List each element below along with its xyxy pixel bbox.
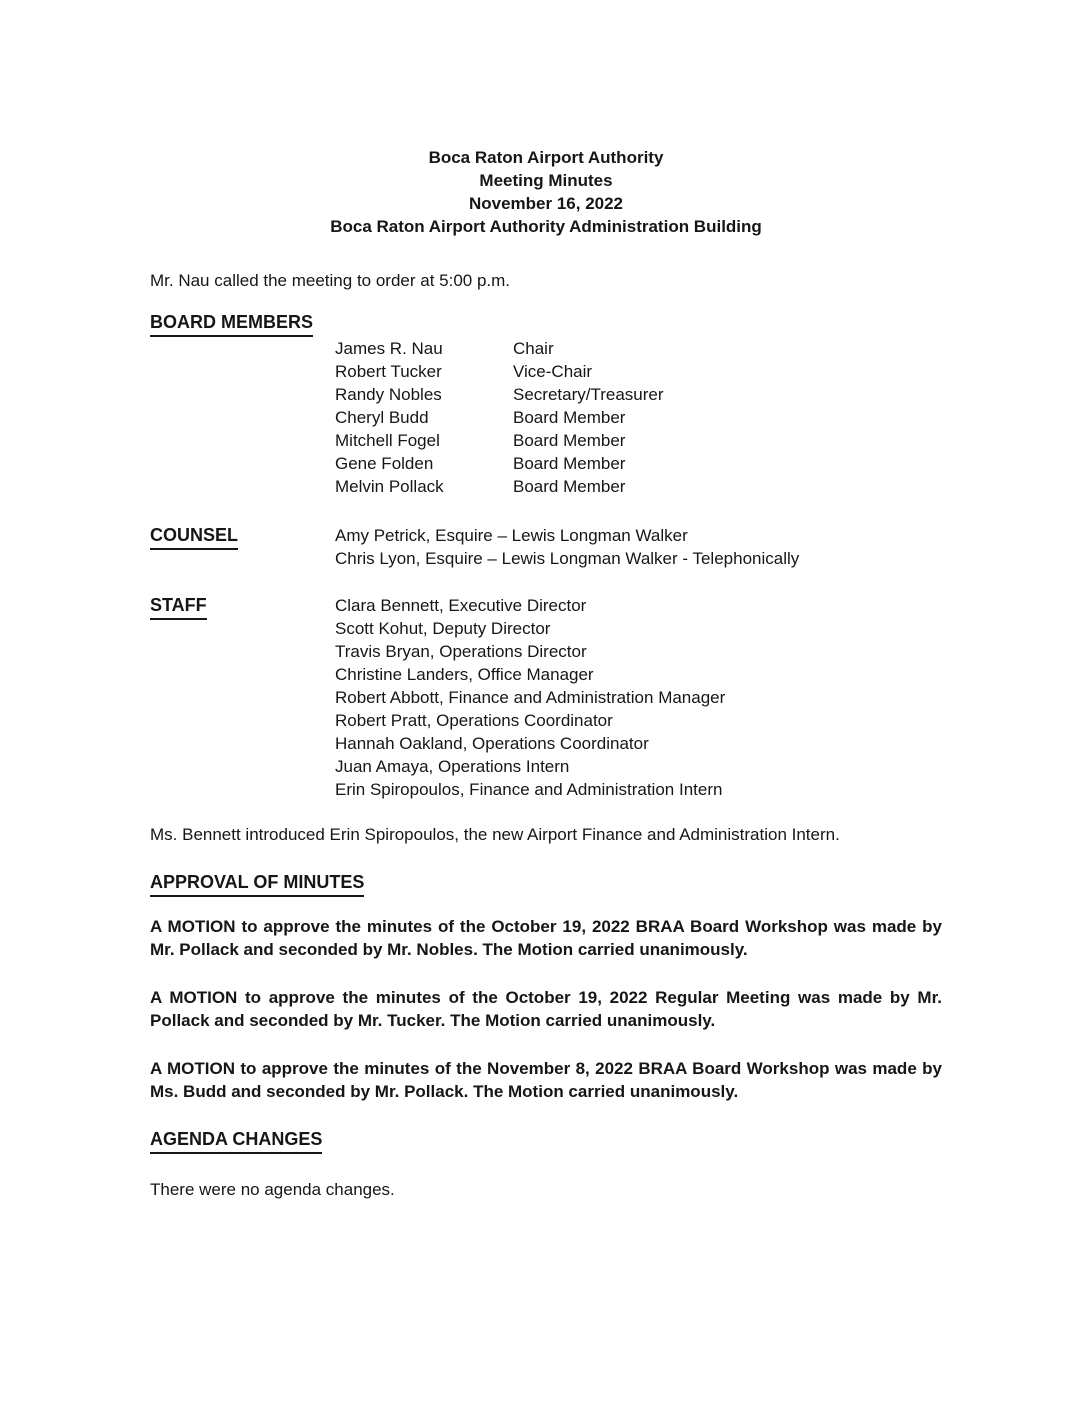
counsel-section	[150, 524, 942, 570]
board-member-row	[150, 429, 942, 452]
member-role: Board Member	[513, 477, 626, 496]
member-name: Cheryl Budd	[335, 408, 429, 427]
agenda-changes-heading: AGENDA CHANGES	[150, 1128, 942, 1154]
counsel-heading: COUNSEL	[150, 524, 335, 550]
board-member-row	[150, 452, 942, 475]
staff-line: Robert Abbott, Finance and Administration Manager	[335, 688, 726, 707]
member-role: Secretary/Treasurer	[513, 385, 664, 404]
staff-line: Erin Spiropoulos, Finance and Administration Intern	[335, 780, 723, 799]
counsel-line: Amy Petrick, Esquire – Lewis Longman Walker	[335, 526, 688, 545]
motion-paragraph: A MOTION to approve the minutes of the October 19, 2022 Regular Meeting was made by Mr. Pollack and seconded by Mr. Tucker. The Motion carried unanimously.	[150, 988, 942, 1030]
approval-of-minutes-heading: APPROVAL OF MINUTES	[150, 871, 942, 897]
staff-lines	[335, 594, 942, 801]
board-members-list	[150, 337, 942, 498]
agenda-changes-paragraph: There were no agenda changes.	[150, 1180, 395, 1199]
doc-location: Boca Raton Airport Authority Administration Building	[330, 217, 762, 236]
board-member-row	[150, 383, 942, 406]
staff-line: Clara Bennett, Executive Director	[335, 596, 587, 615]
doc-type: Meeting Minutes	[479, 171, 613, 190]
counsel-line: Chris Lyon, Esquire – Lewis Longman Walker - Telephonically	[335, 549, 800, 568]
staff-line: Juan Amaya, Operations Intern	[335, 757, 570, 776]
member-role: Vice-Chair	[513, 362, 593, 381]
bennett-intro-paragraph: Ms. Bennett introduced Erin Spiropoulos, the new Airport Finance and Administration Intern.	[150, 825, 840, 844]
staff-line: Hannah Oakland, Operations Coordinator	[335, 734, 649, 753]
member-role: Board Member	[513, 454, 626, 473]
member-name: Melvin Pollack	[335, 477, 444, 496]
board-member-row	[150, 337, 942, 360]
staff-section	[150, 594, 942, 801]
counsel-lines	[335, 524, 942, 570]
staff-line: Christine Landers, Office Manager	[335, 665, 594, 684]
member-name: James R. Nau	[335, 339, 443, 358]
member-role: Board Member	[513, 431, 626, 450]
member-role: Board Member	[513, 408, 626, 427]
member-name: Randy Nobles	[335, 385, 442, 404]
staff-heading: STAFF	[150, 594, 335, 620]
member-name: Gene Folden	[335, 454, 434, 473]
member-role: Chair	[513, 339, 554, 358]
motion-paragraph: A MOTION to approve the minutes of the November 8, 2022 BRAA Board Workshop was made by Ms. Budd and seconded by Mr. Pollack. The Motion carried unanimously.	[150, 1059, 942, 1101]
staff-line: Scott Kohut, Deputy Director	[335, 619, 551, 638]
staff-line: Travis Bryan, Operations Director	[335, 642, 587, 661]
call-to-order-paragraph: Mr. Nau called the meeting to order at 5:00 p.m.	[150, 271, 511, 290]
doc-org-title: Boca Raton Airport Authority	[428, 148, 664, 167]
board-member-row	[150, 360, 942, 383]
member-name: Mitchell Fogel	[335, 431, 440, 450]
board-member-row	[150, 475, 942, 498]
doc-date: November 16, 2022	[468, 194, 624, 213]
motion-paragraph: A MOTION to approve the minutes of the October 19, 2022 BRAA Board Workshop was made by Mr. Pollack and seconded by Mr. Nobles. The Motion carried unanimously.	[150, 917, 942, 959]
member-name: Robert Tucker	[335, 362, 442, 381]
document-header	[150, 146, 942, 238]
board-member-row	[150, 406, 942, 429]
staff-line: Robert Pratt, Operations Coordinator	[335, 711, 613, 730]
board-members-heading: BOARD MEMBERS	[150, 311, 942, 337]
